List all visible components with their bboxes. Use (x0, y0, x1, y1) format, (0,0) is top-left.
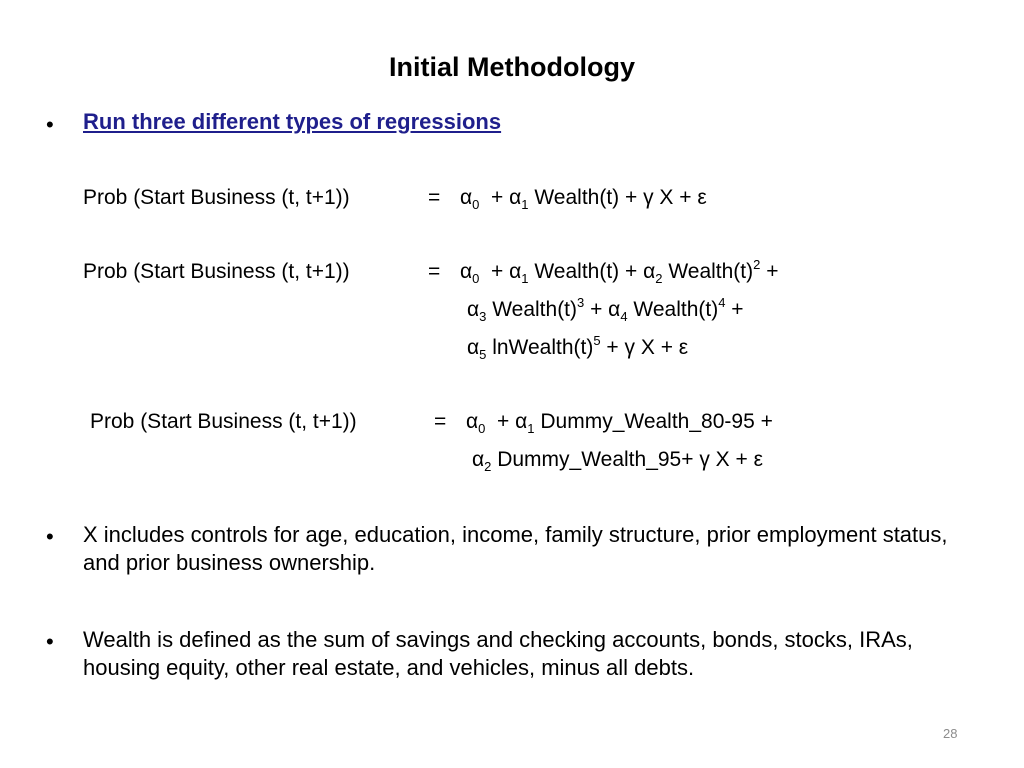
controls-description: X includes controls for age, education, income, family structure, prior employment status, and prior business ownership. (83, 522, 948, 575)
page-number: 28 (943, 726, 958, 741)
bullet-marker: • (46, 112, 54, 137)
wealth-definition: Wealth is defined as the sum of savings and checking accounts, bonds, stocks, IRAs, housing equity, other real estate, and vehicles, minus all debts. (83, 627, 913, 680)
equation-1-lhs: Prob (Start Business (t, t+1)) (83, 186, 350, 209)
equation-1-rhs: $\alpha_0 + \alpha_1$ Wealth(t) + γ X + ε (460, 186, 707, 212)
equation-3-rhs-line-2: $\alpha_2$ Dummy_Wealth_95+ γ X + ε (472, 448, 763, 474)
equation-3-equals: = (434, 410, 447, 433)
equation-2-equals: = (428, 260, 441, 283)
equation-2-lhs: Prob (Start Business (t, t+1)) (83, 260, 350, 283)
equation-1-equals: = (428, 186, 441, 209)
slide-title: Initial Methodology (389, 52, 635, 82)
equation-2-rhs-line-3: $\alpha_5$ $lnWealth(t)^5 + \gamma$ X + ε (467, 333, 689, 362)
equation-3-rhs-line-1: $\alpha_0 + \alpha_1$ Dummy_Wealth_80-95 + (466, 410, 773, 436)
bullet-marker: • (46, 629, 54, 654)
equation-2-rhs-line-2: $\alpha_3$ $Wealth(t)^3 + \alpha_4$ $Wealth(t)^4$ + (467, 295, 744, 324)
regressions-heading-link[interactable]: Run three different types of regressions (83, 109, 502, 134)
equation-3-lhs: Prob (Start Business (t, t+1)) (90, 410, 357, 433)
equation-2-rhs-line-1: $\alpha_0 + \alpha_1$ Wealth(t) + $\alpha_2$ $Wealth(t)^2$ + (460, 257, 779, 286)
bullet-marker: • (46, 524, 54, 549)
